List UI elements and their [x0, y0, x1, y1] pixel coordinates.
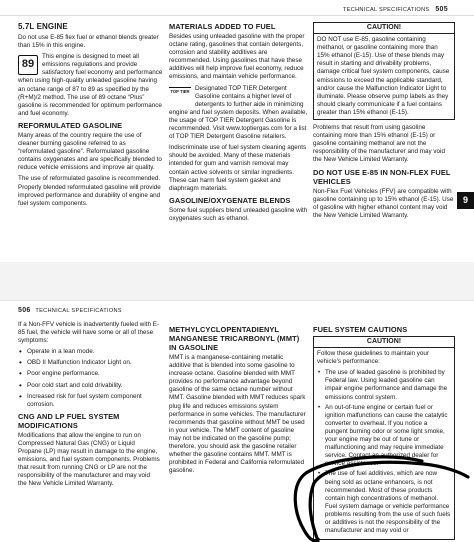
- paragraph: MMT is a manganese-containing metallic additive that is blended into some gasoline to increase octane. Gasoline blended with MMT provides no performance advantage beyond gasoline of the same octane number without MMT. Gasoline blended with MMT reduces spark plug life and reduces emissions system performance in some vehicles. The manufacturer recommends that gasoline without MMT be used in your vehicle. The MMT content of gasoline may not be indicated on the gasoline pump; therefore, you should ask the gasoline retailer whether the gasoline contains MMT. MMT is prohibited in Federal and California reformulated gasoline.: [169, 354, 306, 475]
- header-rule: [0, 15, 474, 16]
- heading-reformulated: REFORMULATED GASOLINE: [18, 120, 123, 130]
- paragraph: Indiscriminate use of fuel system cleaning agents should be avoided. Many of these materials intended for gum and varnish removal may contain active solvents or similar ingredients. These can harm fuel system gasket and diaphragm materials.: [169, 144, 307, 192]
- chapter-tab: 9: [457, 192, 474, 209]
- paragraph: The use of reformulated gasoline is recommended. Properly blended reformulated gasoline will provide improved performance and durability of engine and fuel system components.: [18, 175, 161, 207]
- top-tier-logo-icon: TOP TIER: [169, 87, 191, 103]
- page-number: 506: [18, 307, 31, 314]
- caution-list: [317, 369, 451, 535]
- list-item: • An out-of-tune engine or certain fuel or ignition malfunctions can cause the catalytic converter to overheat. If you notice a pungent burning odor or some light smoke, your engine may be out of tune or malfunctioning and may require immediate service. Contact an authorized dealer for service assistance.: [317, 404, 451, 469]
- caution-box: [313, 336, 455, 540]
- paragraph-text: Designated TOP TIER Detergent Gasoline contains a higher level of detergents to further aide in minimizing engine and fuel system deposits. When available, the usage of TOP TIER Detergent Gasoline is recommended. Visit www.toptiergas.com for a list of TOP TIER Detergent Gasoline retailers.: [169, 84, 308, 141]
- column-3: [313, 323, 455, 540]
- heading-e85: DO NOT USE E-85 IN NON-FLEX FUEL VEHICLES: [313, 167, 451, 186]
- list-item: • OBD II Malfunction Indicator Light on.: [18, 359, 160, 367]
- list-item: • Increased risk for fuel system component corrosion.: [18, 393, 160, 409]
- paragraph-top-tier: [169, 85, 310, 142]
- column-1: [18, 20, 163, 211]
- caution-body: DO NOT use E-85, gasoline containing methanol, or gasoline containing more than 15% ethanol (E-15). Use of these blends may result in starting and drivability problems, damage critical fuel system components, cause emissions to exceed the applicable standard, and/or cause the Malfunction Indicator Light to illuminate. Please observe pump labels as they should clearly communicate if a fuel contains greater than 15% ethanol (E-15).: [317, 36, 450, 116]
- paragraph: Do not use E-85 flex fuel or ethanol blends greater than 15% in this engine.: [18, 34, 159, 50]
- page-gap: [0, 262, 474, 300]
- running-head: [18, 307, 122, 314]
- paragraph-octane: [18, 53, 163, 118]
- column-3: [313, 22, 455, 223]
- paragraph: Non-Flex Fuel Vehicles (FFV) are compatible with gasoline containing up to 15% ethanol (E-15). Use of gasoline with higher ethanol content may void the New Vehicle Limited Warranty.: [313, 187, 454, 219]
- list-item: • The use of leaded gasoline is prohibited by Federal law. Using leaded gasoline can impair engine performance and damage the emissions control system.: [317, 369, 451, 401]
- running-head: [343, 6, 448, 13]
- symptom-list: [18, 348, 160, 409]
- caution-intro: Follow these guidelines to maintain your vehicle’s performance:: [317, 350, 430, 366]
- paragraph: If a Non-FFV vehicle is inadvertently fueled with E-85 fuel, the vehicle will have some or all of these symptoms:: [18, 321, 160, 345]
- heading-fuel-system-cautions: FUEL SYSTEM CAUTIONS: [313, 325, 408, 334]
- caution-box: [313, 22, 455, 120]
- list-item: • Poor engine performance.: [18, 370, 160, 378]
- list-item: • Operate in a lean mode.: [18, 348, 160, 356]
- page-fade: [0, 254, 474, 262]
- heading-materials: MATERIALS ADDED TO FUEL: [169, 22, 276, 31]
- list-item: • The use of fuel additives, which are now being sold as octane enhancers, is not recommended. Most of these products contain high concentrations of methanol. Fuel system damage or vehicle performance problems resulting from the use of such fuels or additives is not the responsibility of the manufacturer and may void or: [317, 470, 451, 535]
- column-2: [169, 323, 306, 478]
- heading-cng-lp: CNG AND LP FUEL SYSTEM MODIFICATIONS: [18, 411, 120, 430]
- page-505: [0, 0, 474, 262]
- heading-engine: 5.7L ENGINE: [18, 22, 68, 31]
- paragraph: Problems that result from using gasoline containing more than 15% ethanol (E-15) or gasoline containing methanol are not the responsibility of the manufacturer and may void the New Vehicle Limited Warranty.: [313, 124, 445, 164]
- caution-title: CAUTION!: [314, 23, 454, 34]
- page-number: 505: [435, 6, 448, 13]
- page-506: [0, 300, 474, 542]
- paragraph: Modifications that allow the engine to run on Compressed Natural Gas (CNG) or Liquid Propane (LP) may result in damage to the engine, emissions, and fuel system components. Problems that result from running CNG or LP are not the responsibility of the manufacturer and may void the New Vehicle Limited Warranty.: [18, 431, 160, 488]
- list-item: • Poor cold start and cold drivability.: [18, 382, 160, 390]
- running-head-text: TECHNICAL SPECIFICATIONS: [343, 7, 430, 13]
- paragraph: Many areas of the country require the use of cleaner burning gasoline referred to as “reformulated gasoline”. Reformulated gasoline contains oxygenates and are specifically blended to reduce vehicle emissions and improve air quality.: [18, 131, 162, 172]
- running-head-text: TECHNICAL SPECIFICATIONS: [35, 308, 122, 314]
- heading-mmt: METHYLCYCLOPENTADIENYL MANGANESE TRICARBONYL (MMT) IN GASOLINE: [169, 325, 300, 352]
- column-2: [169, 20, 310, 226]
- paragraph: Some fuel suppliers blend unleaded gasoline with oxygenates such as ethanol.: [169, 206, 308, 222]
- column-1: [18, 321, 160, 492]
- octane-89-icon: 89: [18, 55, 38, 75]
- caution-title: CAUTION!: [314, 337, 454, 348]
- paragraph: Besides using unleaded gasoline with the proper octane rating, gasolines that contain detergents, corrosion and stability additives are recommended. Using gasolines that have these additives will help improve fuel economy, reduce emissions, and maintain vehicle performance.: [169, 33, 305, 81]
- paragraph-text: This engine is designed to meet all emissions regulations and provide satisfactory fuel economy and performance when using high-quality unleaded gasoline having an octane range of 87 to 89 as specified by the (R+M)/2 method. The use of 89 octane “Plus” gasoline is recommended for optimum performance and fuel economy.: [18, 53, 163, 117]
- caution-body: [314, 348, 454, 539]
- heading-oxygenate: GASOLINE/OXYGENATE BLENDS: [169, 195, 291, 205]
